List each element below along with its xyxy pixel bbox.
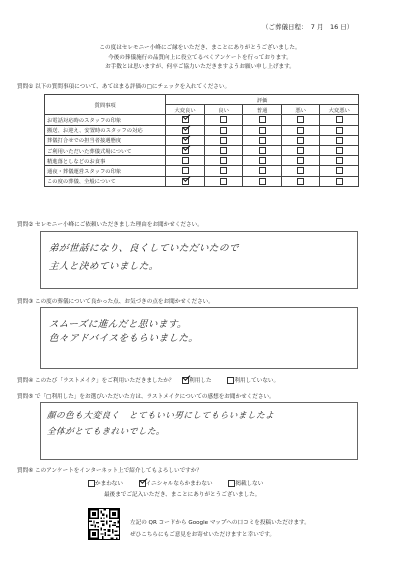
rating-cell bbox=[281, 115, 320, 125]
rating-checkbox[interactable] bbox=[259, 127, 266, 134]
rating-checkbox[interactable] bbox=[220, 127, 227, 134]
rating-cell bbox=[320, 166, 359, 176]
rating-checkbox[interactable] bbox=[259, 116, 266, 123]
q6-label: 質問⑥ bbox=[17, 468, 34, 474]
rating-checkbox[interactable] bbox=[336, 167, 343, 174]
rating-cell bbox=[320, 145, 359, 155]
rating-cell bbox=[320, 135, 359, 145]
rating-cell bbox=[320, 156, 359, 166]
q3-answer-line: スムーズに進んだと思います。 bbox=[48, 319, 188, 330]
rating-cell bbox=[204, 166, 243, 176]
q2-answer-box[interactable] bbox=[40, 231, 358, 289]
q3-answer-line: 色々アドバイスをもらいました。 bbox=[48, 333, 200, 344]
checkbox[interactable] bbox=[228, 480, 235, 487]
rating-checkbox[interactable] bbox=[259, 167, 266, 174]
rating-row bbox=[45, 166, 359, 176]
q4-option[interactable]: 利用していない。 bbox=[227, 378, 279, 384]
checkbox[interactable] bbox=[139, 480, 146, 487]
q2-label: 質問② bbox=[17, 222, 34, 228]
scale-header: 悪い bbox=[281, 105, 320, 115]
checkbox[interactable] bbox=[88, 480, 95, 487]
rating-row bbox=[45, 156, 359, 166]
q6-option[interactable]: かまわない bbox=[88, 481, 123, 487]
ceremony-date: （ご葬儀日程： 7 月 16 日） bbox=[262, 23, 354, 31]
rating-cell bbox=[320, 176, 359, 186]
rating-cell bbox=[281, 145, 320, 155]
rating-cell bbox=[243, 156, 282, 166]
rating-item-label: 葬儀打合せでの担当者接遇態度 bbox=[45, 135, 166, 145]
rating-row bbox=[45, 115, 359, 125]
rating-cell bbox=[166, 115, 205, 125]
rating-row bbox=[45, 125, 359, 135]
rating-cell bbox=[166, 166, 205, 176]
rating-checkbox[interactable] bbox=[259, 147, 266, 154]
rating-checkbox[interactable] bbox=[182, 147, 189, 154]
rating-table bbox=[44, 94, 359, 187]
rating-cell bbox=[243, 135, 282, 145]
scale-header: 大変悪い bbox=[320, 105, 359, 115]
rating-cell bbox=[204, 145, 243, 155]
rating-cell bbox=[243, 166, 282, 176]
rating-cell bbox=[204, 176, 243, 186]
q5-answer-line: 全体がとてもきれいでした。 bbox=[46, 427, 166, 437]
rating-checkbox[interactable] bbox=[259, 178, 266, 185]
rating-checkbox[interactable] bbox=[336, 147, 343, 154]
rating-checkbox[interactable] bbox=[336, 127, 343, 134]
rating-cell bbox=[281, 156, 320, 166]
q4-text: このたび「ラストメイク」をご利用いただきましたか？ bbox=[34, 378, 175, 384]
q4-heading bbox=[17, 376, 279, 384]
rating-checkbox[interactable] bbox=[336, 157, 343, 164]
col-eval-header: 評価 bbox=[166, 95, 359, 105]
rating-cell bbox=[243, 115, 282, 125]
qr-code-icon[interactable] bbox=[88, 508, 120, 540]
q5-label: 質問⑤ bbox=[17, 394, 34, 400]
rating-item-label: 搬送、お迎え、安置時のスタッフの対応 bbox=[45, 125, 166, 135]
q5-heading bbox=[17, 392, 275, 400]
q3-heading bbox=[17, 297, 214, 305]
rating-cell bbox=[320, 115, 359, 125]
rating-checkbox[interactable] bbox=[297, 157, 304, 164]
q2-text: セレモニー小峰にご依頼いただきました理由をお聞かせください。 bbox=[34, 222, 203, 228]
q6-options bbox=[88, 479, 263, 487]
rating-cell bbox=[243, 125, 282, 135]
rating-cell bbox=[320, 125, 359, 135]
rating-cell bbox=[204, 125, 243, 135]
rating-checkbox[interactable] bbox=[259, 137, 266, 144]
q2-answer-line: 弟が世話になり、良くしていただいたので bbox=[48, 243, 240, 254]
intro-line: お手数とは思いますが、何卒ご協力いただきますようお願い申し上げます。 bbox=[105, 64, 295, 71]
rating-item-label: この度の葬儀、全般について bbox=[45, 176, 166, 186]
q6-option[interactable]: イニシャルならかまわない bbox=[139, 481, 213, 487]
intro-text bbox=[0, 44, 400, 73]
rating-checkbox[interactable] bbox=[297, 127, 304, 134]
rating-row bbox=[45, 145, 359, 155]
rating-checkbox[interactable] bbox=[220, 167, 227, 174]
rating-item-label: ご利用いただいた葬儀式場について bbox=[45, 145, 166, 155]
q6-option[interactable]: 掲載しない bbox=[228, 481, 263, 487]
rating-item-label: お電話対応時のスタッフの印象 bbox=[45, 115, 166, 125]
rating-cell bbox=[204, 156, 243, 166]
rating-cell bbox=[243, 176, 282, 186]
q3-text: この度の葬儀について良かった点、お気づきの点をお聞かせください。 bbox=[34, 299, 214, 305]
q2-heading bbox=[17, 220, 203, 228]
q3-answer-box[interactable] bbox=[40, 307, 358, 369]
rating-checkbox[interactable] bbox=[297, 116, 304, 123]
rating-checkbox[interactable] bbox=[336, 116, 343, 123]
q5-answer-line: 顔の色も大変良く とてもいい男にしてもらいましたよ bbox=[46, 411, 275, 421]
rating-row bbox=[45, 135, 359, 145]
rating-checkbox[interactable] bbox=[297, 167, 304, 174]
checkbox[interactable] bbox=[227, 377, 234, 384]
rating-checkbox[interactable] bbox=[336, 137, 343, 144]
rating-cell bbox=[243, 145, 282, 155]
rating-checkbox[interactable] bbox=[336, 178, 343, 185]
rating-item-label: 精進落としなどのお食事 bbox=[45, 156, 166, 166]
q5-answer-box[interactable] bbox=[40, 402, 358, 460]
q2-answer-line: 主人と決めていました。 bbox=[48, 261, 160, 272]
rating-cell bbox=[281, 125, 320, 135]
rating-checkbox[interactable] bbox=[182, 178, 189, 185]
q1-heading bbox=[17, 82, 230, 90]
rating-cell bbox=[281, 176, 320, 186]
rating-item-label: 通夜・葬儀運営スタッフの印象 bbox=[45, 166, 166, 176]
footer-line: 左記の QR コードから Google マップへの口コミを投稿いただけます。 bbox=[130, 520, 310, 526]
q5-text: で「□利用した」をお選びいただいた方は、ラストメイクについての感想をお聞かせください。 bbox=[34, 394, 275, 400]
scale-header: 大変良い bbox=[166, 105, 205, 115]
q6-text: このアンケートをインターネット上で紹介してもよろしいですか？ bbox=[34, 468, 202, 474]
footer-line: ぜひこちらにもご意見をお寄せいただけますと幸いです。 bbox=[130, 532, 275, 538]
rating-row bbox=[45, 176, 359, 186]
q1-label: 質問① bbox=[17, 84, 34, 90]
intro-line: 今後の葬儀施行の品質向上に役立てるべくアンケートを行っております。 bbox=[108, 54, 292, 61]
rating-checkbox[interactable] bbox=[220, 137, 227, 144]
rating-checkbox[interactable] bbox=[220, 157, 227, 164]
rating-cell bbox=[281, 166, 320, 176]
rating-checkbox[interactable] bbox=[220, 178, 227, 185]
closing-text: 最後までご記入いただき、まことにありがとうございました。 bbox=[104, 492, 261, 498]
rating-cell bbox=[204, 135, 243, 145]
scale-header: 普通 bbox=[243, 105, 282, 115]
q4-option[interactable]: 利用した bbox=[182, 378, 211, 384]
q6-heading bbox=[17, 466, 202, 474]
rating-cell bbox=[166, 176, 205, 186]
checkbox[interactable] bbox=[182, 377, 189, 384]
rating-checkbox[interactable] bbox=[220, 147, 227, 154]
rating-checkbox[interactable] bbox=[182, 157, 189, 164]
rating-checkbox[interactable] bbox=[297, 178, 304, 185]
rating-checkbox[interactable] bbox=[297, 137, 304, 144]
rating-checkbox[interactable] bbox=[220, 116, 227, 123]
q3-label: 質問③ bbox=[17, 299, 34, 305]
rating-cell bbox=[204, 115, 243, 125]
q4-label: 質問④ bbox=[17, 378, 34, 384]
rating-checkbox[interactable] bbox=[297, 147, 304, 154]
rating-checkbox[interactable] bbox=[259, 157, 266, 164]
rating-cell bbox=[166, 156, 205, 166]
rating-cell bbox=[281, 135, 320, 145]
col-item-header: 質問事項 bbox=[45, 95, 166, 115]
scale-header: 良い bbox=[204, 105, 243, 115]
q1-text: 以下の質問事項について、あてはまる評価の□にチェックを入れてください。 bbox=[34, 84, 231, 90]
intro-line: この度はセレモニー小峰にご縁をいただき、まことにありがとうございました。 bbox=[99, 45, 301, 51]
rating-cell bbox=[166, 145, 205, 155]
